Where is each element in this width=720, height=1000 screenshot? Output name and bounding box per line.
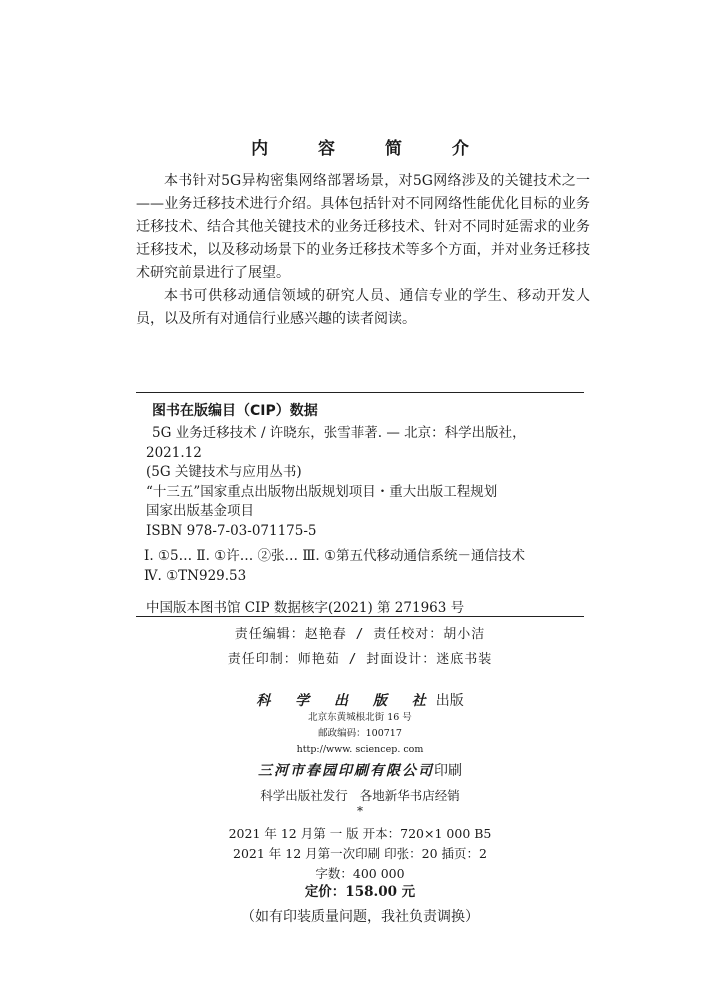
summary-paragraph-1: 本书针对5G异构密集网络部署场景，对5G网络涉及的关键技术之一——业务迁移技术进行介绍。具体包括针对不同网络性能优化目标的业务迁移技术、结合其他关键技术的业务迁移技术、针对不同时延需求的业务迁移技术，以及移动场景下的业务迁移技术等多个方面，并对业务迁移技术研究前景进行了展望。 xyxy=(136,173,590,281)
cip-fund-line: 国家出版基金项目 xyxy=(146,503,254,519)
cip-project-line: “十三五”国家重点出版物出版规划项目・重大出版工程规划 xyxy=(146,483,498,500)
publisher-line xyxy=(0,690,720,710)
page-title: 内 容 简 介 xyxy=(251,139,491,159)
edition-info xyxy=(0,824,720,884)
publisher-postcode: 邮政编码：100717 xyxy=(318,728,402,739)
cip-heading: 图书在版编目（CIP）数据 xyxy=(152,403,318,419)
cip-class-line-2: Ⅳ. ①TN929.53 xyxy=(144,568,247,584)
separator-star: * xyxy=(357,804,363,818)
cip-data-number: 中国版本图书馆 CIP 数据核字(2021) 第 271963 号 xyxy=(146,600,465,616)
cip-record xyxy=(146,424,586,541)
cip-bottom-divider xyxy=(136,616,584,617)
price: 定价：158.00 元 xyxy=(304,884,416,900)
summary-paragraph-2: 本书可供移动通信领域的研究人员、通信专业的学生、移动开发人员，以及所有对通信行业感兴趣的读者阅读。 xyxy=(136,288,590,327)
publisher-url: http://www. sciencep. com xyxy=(296,744,424,755)
printer-logo: 三河市春园印刷有限公司 xyxy=(258,763,434,779)
credits-line-1: 责任编辑：赵艳春 / 责任校对：胡小洁 xyxy=(234,627,486,642)
cip-classification xyxy=(144,546,590,586)
edition-line-2: 2021 年 12 月第一次印刷 印张：20 插页：2 xyxy=(233,846,487,861)
printer-line xyxy=(0,760,720,780)
cip-isbn: ISBN 978-7-03-071175-5 xyxy=(146,522,317,539)
content-summary xyxy=(136,170,590,331)
quality-notice: （如有印装质量问题，我社负责调换） xyxy=(241,909,479,925)
cip-series-line: (5G 关键技术与应用丛书) xyxy=(146,464,302,480)
publisher-logo: 科 学 出 版 社 xyxy=(256,693,436,709)
editorial-credits xyxy=(0,622,720,672)
credits-line-2: 责任印制：师艳茹 / 封面设计：迷底书装 xyxy=(227,652,493,667)
cip-top-divider xyxy=(136,392,584,393)
word-count: 字数：400 000 xyxy=(315,866,405,881)
cip-title-line: 5G 业务迁移技术 / 许晓东，张雪菲著. — 北京：科学出版社， xyxy=(152,425,526,441)
publisher-suffix: 出版 xyxy=(435,693,464,709)
printer-suffix: 印刷 xyxy=(434,763,462,779)
cip-class-line-1: Ⅰ. ①5… Ⅱ. ①许… ②张… Ⅲ. ①第五代移动通信系统－通信技术 xyxy=(144,548,526,564)
distribution-line: 科学出版社发行 各地新华书店经销 xyxy=(260,788,460,803)
publisher-address: 北京东黄城根北街 16 号 xyxy=(308,712,412,723)
publisher-address-block xyxy=(0,710,720,758)
cip-date-line: 2021.12 xyxy=(146,444,202,461)
edition-line-1: 2021 年 12 月第 一 版 开本：720×1 000 B5 xyxy=(228,826,492,841)
